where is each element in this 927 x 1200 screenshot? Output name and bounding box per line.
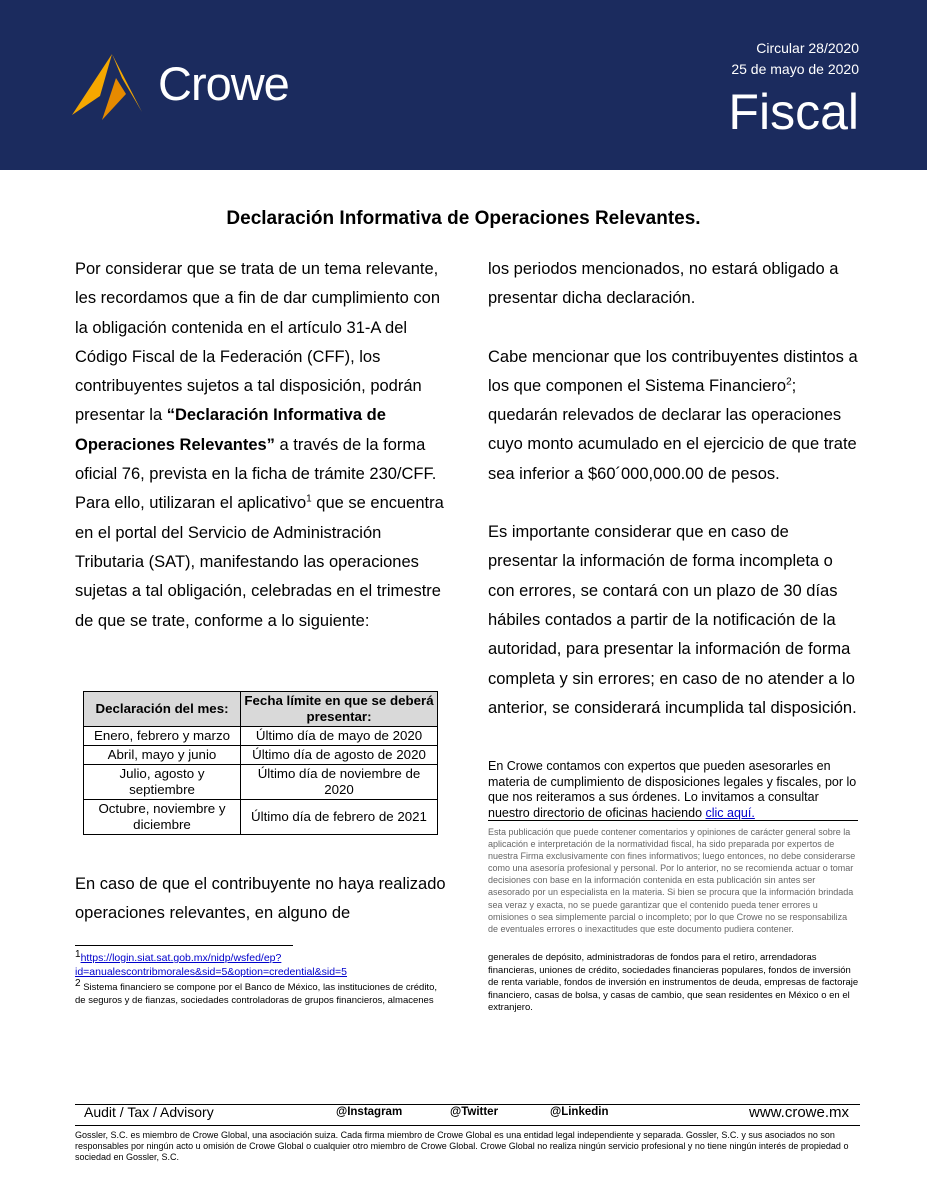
form-name: “Declaración Informativa de Operaciones Relevantes”	[75, 406, 386, 454]
footnote-1: $^1$https://login.siat.sat.gob.mx/nidp/wsfed/ep?id=anualescontribmorales&sid=5&option=credential&sid=5	[75, 948, 348, 978]
footnote-ref-1: 1	[306, 493, 312, 505]
left-column	[75, 255, 451, 636]
twitter-link[interactable]: @Twitter	[450, 1106, 499, 1118]
table-row	[84, 746, 438, 765]
sat-portal-link[interactable]: https://login.siat.sat.gob.mx/nidp/wsfed/ep?id=anualescontribmorales&sid=5&option=credential&sid=5	[75, 952, 348, 978]
circular-date: 25 de mayo de 2020	[731, 61, 859, 77]
incomplete-info-paragraph: Es importante considerar que en caso de presentar la información de forma incompleta o con errores, se contará con un plazo de 30 días hábiles contados a partir de la notificación de la autoridad, para presentar la información de forma completa y sin errores; en caso de no atender a lo anterior, se considerará incumplida tal disposición.	[488, 523, 857, 717]
deadline-table	[83, 691, 438, 835]
divider	[488, 820, 858, 821]
offices-link[interactable]: clic aquí.	[705, 805, 755, 820]
linkedin-link[interactable]: @Linkedin	[550, 1106, 609, 1118]
circular-number: Circular 28/2020	[756, 40, 859, 56]
instagram-link[interactable]: @Instagram	[336, 1106, 403, 1118]
no-operations-paragraph: En caso de que el contribuyente no haya realizado operaciones relevantes, en alguno de	[75, 875, 446, 923]
table-header: Fecha límite en que se deberá presentar:	[241, 692, 438, 727]
promo-text: En Crowe contamos con expertos que pueden asesorarles en materia de cumplimiento de disposiciones legales y fiscales, por lo que nos reiteramos a sus órdenes. Lo invitamos a consultar nuestro directorio de oficinas haciendo clic aquí.	[488, 759, 857, 820]
table-header-row	[84, 692, 438, 727]
table-cell: Último día de noviembre de 2020	[241, 765, 438, 800]
footnote-ref-2: 2	[786, 376, 792, 388]
disclaimer-text: Esta publicación que puede contener comentarios y opiniones de carácter general sobre la aplicación e interpretación de la normatividad fiscal, ha sido preparada por expertos de nuestra Firma exclusivamente con fines informativos; luego entonces, no debe considerarse como una asesoría profesional y personal. Por lo anterior, no se recomienda actuar o tomar decisiones con base en la información contenida en esta publicación sin antes ser asesorado por un especialista en la materia. Si bien se procura que la información brindada sea veraz y exacta, no se puede garantizar que el contenido pueda tener errores u omisiones o sea simplemente parcial o incompleto; por lo que Crowe no se responsabiliza de eventuales errores o inexactitudes que este documento pudiera contener.	[488, 827, 856, 934]
left-column-bottom	[75, 870, 451, 929]
table-cell: Abril, mayo y junio	[84, 746, 241, 765]
table-header: Declaración del mes:	[84, 692, 241, 727]
table-row	[84, 765, 438, 800]
table-cell: Último día de mayo de 2020	[241, 727, 438, 746]
table-cell: Octubre, noviembre y diciembre	[84, 800, 241, 835]
header-meta	[728, 38, 859, 142]
table-cell: Enero, febrero y marzo	[84, 727, 241, 746]
footer-services: Audit / Tax / Advisory	[84, 1104, 214, 1120]
not-required-paragraph: los periodos mencionados, no estará obligado a presentar dicha declaración.	[488, 260, 839, 308]
footer-divider	[75, 1125, 860, 1126]
financial-system-paragraph: Cabe mencionar que los contribuyentes distintos a los que componen el Sistema Financiero$^2$; quedarán relevados de declarar las operaciones cuyo monto acumulado en el ejercicio de que trate sea inferior a $60´000,000.00 de pesos.	[488, 347, 858, 483]
header-banner	[0, 0, 927, 170]
legal-notice: Gossler, S.C. es miembro de Crowe Global, una asociación suiza. Cada firma miembro de Crowe Global es una entidad legal independiente y separada. Gossler, S.C. y sus asociados no son responsables por ningún acto u omisión de Crowe Global o cualquier otro miembro de Crowe Global. Crowe Global no realiza ningún servicio profesional y no tiene ningún interés de propiedad o sociedad en Gossler, S.C.	[75, 1130, 849, 1163]
website-link[interactable]: www.crowe.mx	[748, 1104, 849, 1121]
table-cell: Julio, agosto y septiembre	[84, 765, 241, 800]
footnote-divider	[75, 945, 293, 946]
logo-text: Crowe	[158, 57, 289, 110]
footnote-2: $^2$ Sistema financiero se compone por el Banco de México, las instituciones de crédito, de seguros y de fianzas, sociedades controladoras de grupos financieros, almacenes	[75, 977, 437, 1006]
right-column	[488, 255, 858, 723]
intro-paragraph: Por considerar que se trata de un tema relevante, les recordamos que a fin de dar cumplimiento con la obligación contenida en el artículo 31-A del Código Fiscal de la Federación (CFF), los contribuyentes sujetos a tal disposición, podrán presentar la “Declaración Informativa de Operaciones Relevantes” a través de la forma oficial 76, prevista en la ficha de trámite 230/CFF. Para ello, utilizaran el aplicativo$^1$ que se encuentra en el portal del Servicio de Administración Tributaria (SAT), manifestando las operaciones sujetas a tal obligación, celebradas en el trimestre de que se trate, conforme a lo siguiente:	[75, 260, 444, 630]
footnote-2-continued: generales de depósito, administradoras de fondos para el retiro, arrendadoras financieras, uniones de crédito, sociedades financieras populares, fondos de inversión de renta variable, fondos de inversión en instrumentos de deuda, empresas de factoraje financiero, casas de bolsa, y casas de cambio, que sean residentes en México o en el extranjero.	[488, 952, 859, 1013]
table-cell: Último día de agosto de 2020	[241, 746, 438, 765]
document-title: Declaración Informativa de Operaciones Relevantes.	[226, 208, 701, 229]
table-row	[84, 800, 438, 835]
section-title: Fiscal	[728, 84, 859, 140]
table-cell: Último día de febrero de 2021	[241, 800, 438, 835]
table-row	[84, 727, 438, 746]
